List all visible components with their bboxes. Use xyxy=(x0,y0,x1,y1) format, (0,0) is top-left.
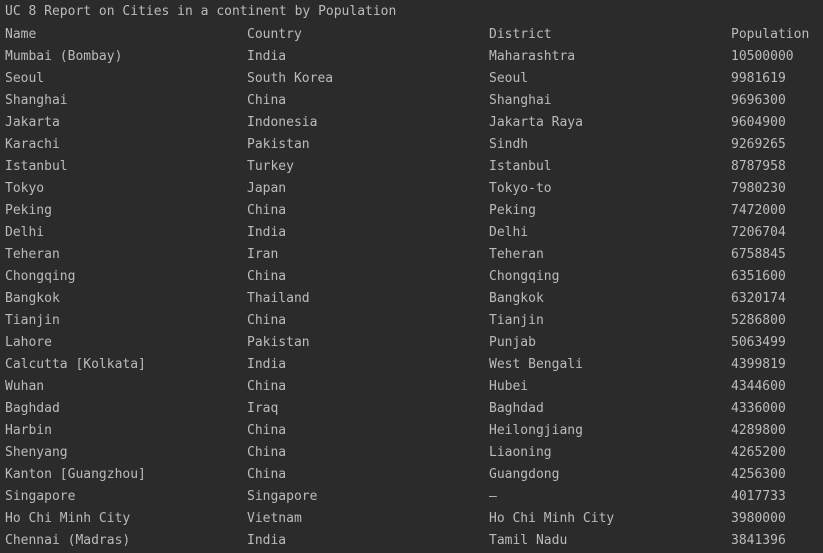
table-row xyxy=(0,442,823,464)
header-district: District xyxy=(489,27,552,42)
cell-name: Chongqing xyxy=(5,269,76,284)
cell-name: Mumbai (Bombay) xyxy=(5,49,123,64)
cell-population: 9696300 xyxy=(731,93,786,108)
cell-country: India xyxy=(247,225,287,240)
cell-name: Shenyang xyxy=(5,445,68,460)
cell-population: 5063499 xyxy=(731,335,786,350)
cell-name: Delhi xyxy=(5,225,45,240)
cell-population: 4344600 xyxy=(731,379,786,394)
cell-district: Baghdad xyxy=(489,401,544,416)
cell-country: Pakistan xyxy=(247,335,310,350)
cell-district: – xyxy=(489,489,497,504)
cell-country: Turkey xyxy=(247,159,294,174)
table-row xyxy=(0,398,823,420)
cell-country: Thailand xyxy=(247,291,310,306)
cell-country: India xyxy=(247,357,287,372)
cell-district: Heilongjiang xyxy=(489,423,583,438)
cell-country: Iraq xyxy=(247,401,279,416)
cell-population: 6758845 xyxy=(731,247,786,262)
table-row xyxy=(0,200,823,222)
cell-population: 4256300 xyxy=(731,467,786,482)
cell-name: Tokyo xyxy=(5,181,45,196)
cell-country: China xyxy=(247,269,287,284)
cell-population: 4336000 xyxy=(731,401,786,416)
cell-population: 9604900 xyxy=(731,115,786,130)
table-row xyxy=(0,266,823,288)
cell-country: China xyxy=(247,467,287,482)
table-body xyxy=(0,46,823,552)
cell-population: 4017733 xyxy=(731,489,786,504)
cell-district: Delhi xyxy=(489,225,529,240)
cell-country: India xyxy=(247,533,287,548)
cell-district: Chongqing xyxy=(489,269,560,284)
cell-country: China xyxy=(247,379,287,394)
cell-name: Peking xyxy=(5,203,52,218)
cell-name: Lahore xyxy=(5,335,52,350)
header-country: Country xyxy=(247,27,302,42)
cell-country: Iran xyxy=(247,247,279,262)
cell-district: Tamil Nadu xyxy=(489,533,568,548)
table-row xyxy=(0,178,823,200)
cell-country: China xyxy=(247,423,287,438)
header-population: Population xyxy=(731,27,810,42)
cell-country: India xyxy=(247,49,287,64)
cell-district: Ho Chi Minh City xyxy=(489,511,615,526)
report-title: UC 8 Report on Cities in a continent by Population xyxy=(5,4,397,19)
cell-district: Punjab xyxy=(489,335,536,350)
table-row xyxy=(0,134,823,156)
cell-district: Shanghai xyxy=(489,93,552,108)
cell-population: 6320174 xyxy=(731,291,786,306)
cell-name: Bangkok xyxy=(5,291,60,306)
header-name: Name xyxy=(5,27,37,42)
table-row xyxy=(0,68,823,90)
cell-name: Ho Chi Minh City xyxy=(5,511,131,526)
table-row xyxy=(0,420,823,442)
table-row xyxy=(0,464,823,486)
table-row xyxy=(0,288,823,310)
cell-country: China xyxy=(247,445,287,460)
cell-country: China xyxy=(247,93,287,108)
table-row xyxy=(0,508,823,530)
cell-population: 5286800 xyxy=(731,313,786,328)
cell-population: 6351600 xyxy=(731,269,786,284)
header-row xyxy=(0,24,823,46)
table-row xyxy=(0,90,823,112)
cell-population: 3841396 xyxy=(731,533,786,548)
table-row xyxy=(0,222,823,244)
cell-population: 9269265 xyxy=(731,137,786,152)
cell-name: Chennai (Madras) xyxy=(5,533,131,548)
cell-population: 7206704 xyxy=(731,225,786,240)
cell-district: Sindh xyxy=(489,137,529,152)
cell-country: South Korea xyxy=(247,71,334,86)
cell-country: Indonesia xyxy=(247,115,318,130)
table-row xyxy=(0,156,823,178)
cell-name: Wuhan xyxy=(5,379,45,394)
table-row xyxy=(0,376,823,398)
cell-name: Harbin xyxy=(5,423,52,438)
cell-name: Baghdad xyxy=(5,401,60,416)
cell-district: Jakarta Raya xyxy=(489,115,583,130)
cell-name: Kanton [Guangzhou] xyxy=(5,467,146,482)
table-row xyxy=(0,46,823,68)
cell-name: Tianjin xyxy=(5,313,60,328)
cell-country: Singapore xyxy=(247,489,318,504)
cell-district: West Bengali xyxy=(489,357,583,372)
cell-country: China xyxy=(247,313,287,328)
cell-population: 7472000 xyxy=(731,203,786,218)
cell-name: Teheran xyxy=(5,247,60,262)
cell-district: Seoul xyxy=(489,71,529,86)
cell-district: Guangdong xyxy=(489,467,560,482)
cell-district: Tokyo-to xyxy=(489,181,552,196)
cell-district: Peking xyxy=(489,203,536,218)
cell-population: 8787958 xyxy=(731,159,786,174)
cell-name: Shanghai xyxy=(5,93,68,108)
cell-name: Seoul xyxy=(5,71,45,86)
cell-country: Vietnam xyxy=(247,511,302,526)
cell-district: Liaoning xyxy=(489,445,552,460)
cell-population: 4265200 xyxy=(731,445,786,460)
table-row xyxy=(0,530,823,552)
table-row xyxy=(0,112,823,134)
table-row xyxy=(0,332,823,354)
cell-district: Hubei xyxy=(489,379,529,394)
cell-population: 4399819 xyxy=(731,357,786,372)
table-row xyxy=(0,486,823,508)
table-row xyxy=(0,244,823,266)
cell-population: 3980000 xyxy=(731,511,786,526)
cell-district: Maharashtra xyxy=(489,49,576,64)
cell-district: Tianjin xyxy=(489,313,544,328)
cell-district: Teheran xyxy=(489,247,544,262)
cell-name: Istanbul xyxy=(5,159,68,174)
cell-name: Jakarta xyxy=(5,115,60,130)
cell-name: Calcutta [Kolkata] xyxy=(5,357,146,372)
cell-district: Istanbul xyxy=(489,159,552,174)
cell-population: 7980230 xyxy=(731,181,786,196)
cell-population: 4289800 xyxy=(731,423,786,438)
table-row xyxy=(0,310,823,332)
cell-country: Japan xyxy=(247,181,287,196)
cell-population: 10500000 xyxy=(731,49,794,64)
cell-country: China xyxy=(247,203,287,218)
cell-name: Karachi xyxy=(5,137,60,152)
table-row xyxy=(0,354,823,376)
cell-country: Pakistan xyxy=(247,137,310,152)
cell-population: 9981619 xyxy=(731,71,786,86)
cell-district: Bangkok xyxy=(489,291,544,306)
cell-name: Singapore xyxy=(5,489,76,504)
